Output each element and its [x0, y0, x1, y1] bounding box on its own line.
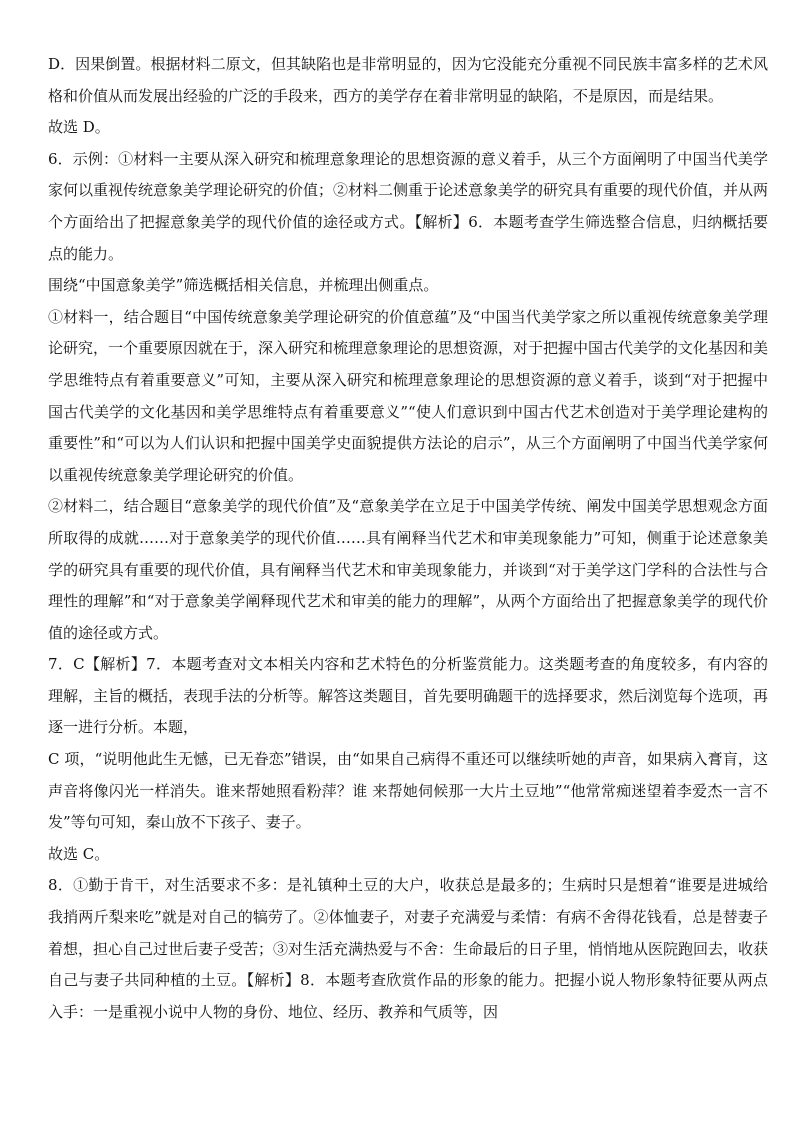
paragraph-option-c-analysis: C 项，“说明他此生无憾，已无眷恋”错误，由“如果自己病得不重还可以继续听她的声音，如果病入膏肓，这声音将像闪光一样消失。谁来帮她照看粉萍？谁 来帮她伺候那一大片土豆地”“他常常痴迷望着李爱杰一言不发”等句可知，秦山放不下孩子、妻子。: [48, 750, 768, 832]
paragraph-question-6-answer: 6．示例：①材料一主要从深入研究和梳理意象理论的思想资源的意义着手，从三个方面阐明了中国当代美学家何以重视传统意象美学理论研究的价值；②材料二侧重于论述意象美学的研究具有重要的现代价值，并从两个方面给出了把握意象美学的现代价值的途径或方式。【解析】6．本题考查学生筛选整合信息，归纳概括要点的能力。: [48, 149, 769, 263]
paragraph-answer-c: 故选 C。: [48, 844, 110, 863]
paragraph-question-6-focus: 围绕“中国意象美学”筛选概括相关信息，并梳理出侧重点。: [48, 276, 439, 295]
paragraph-material-two: ②材料二，结合题目“意象美学的现代价值”及“意象美学在立足于中国美学传统、阐发中国美学思想观念方面所取得的成就……对于意象美学的现代价值……具有阐释当代艺术和审美现象能力”可知，侧重于论述意象美学的研究具有重要的现代价值，具有阐释当代艺术和审美现象能力，并谈到“对于美学这门学科的合法性与合理性的理解”和“对于意象美学阐释现代艺术和审美的能力的理解”，从两个方面给出了把握意象美学的现代价值的途径或方式。: [48, 497, 768, 642]
paragraph-material-one: ①材料一，结合题目“中国传统意象美学理论研究的价值意蕴”及“中国当代美学家之所以重视传统意象美学理论研究，一个重要原因就在于，深入研究和梳理意象理论的思想资源，对于把握中国古代美学的文化基因和美学思维特点有着重要意义”可知，主要从深入研究和梳理意象理论的思想资源的意义着手，谈到“对于把握中国古代美学的文化基因和美学思维特点有着重要意义”“使人们意识到中国古代艺术创造对于美学理论建构的重要性”和“可以为人们认识和把握中国美学史面貌提供方法论的启示”，从三个方面阐明了中国当代美学家何以重视传统意象美学理论研究的价值。: [48, 307, 769, 484]
paragraph-question-7-answer: 7．C【解析】7．本题考查对文本相关内容和艺术特色的分析鉴赏能力。这类题考查的角度较多，有内容的理解，主旨的概括，表现手法的分析等。解答这类题目，首先要明确题干的选择要求，然后浏览每个选项，再逐一进行分析。本题，: [48, 655, 769, 737]
paragraph-question-8-answer: 8．①勤于肯干，对生活要求不多：是礼镇种土豆的大户，收获总是最多的；生病时只是想着“谁要是进城给我捎两斤梨来吃”就是对自己的犒劳了。②体恤妻子，对妻子充满爱与柔情：有病不舍得花钱看，总是替妻子着想，担心自己过世后妻子受苦；③对生活充满热爱与不舍：生命最后的日子里，悄悄地从医院跑回去，收获自己与妻子共同种植的土豆。【解析】8．本题考查欣赏作品的形象的能力。把握小说人物形象特征要从两点入手：一是重视小说中人物的身份、地位、经历、教养和气质等，因: [48, 876, 769, 1021]
paragraph-answer-d: 故选 D。: [48, 118, 110, 137]
paragraph-option-d-analysis: D．因果倒置。根据材料二原文，但其缺陷也是非常明显的，因为它没能充分重视不同民族丰富多样的艺术风格和价值从而发展出经验的广泛的手段来，西方的美学存在着非常明显的缺陷，不是原因，而是结果。: [48, 55, 768, 105]
